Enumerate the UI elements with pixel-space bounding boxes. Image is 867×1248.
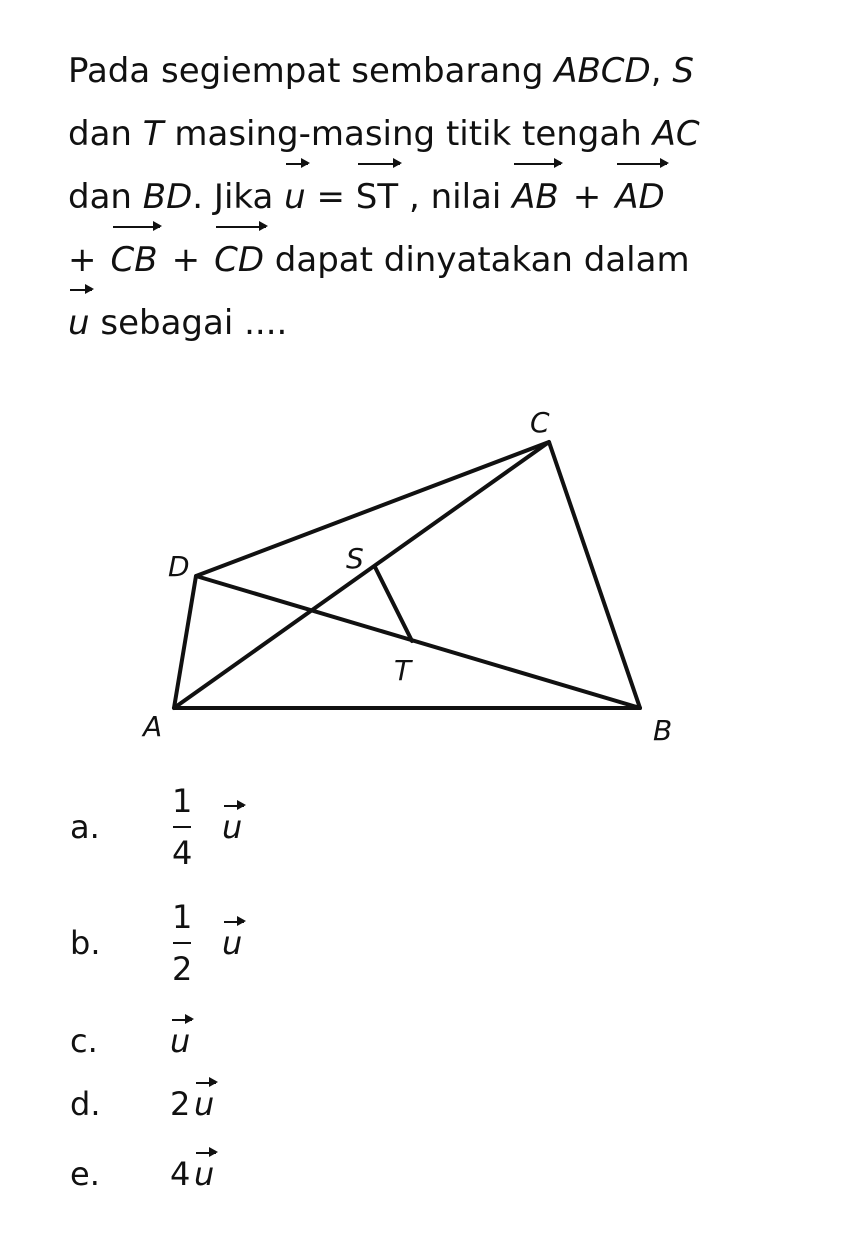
question-line-4: + CB + CD dapat dinyatakan dalam — [68, 229, 798, 292]
option-d-vector-u: u — [194, 1085, 215, 1123]
question-line-2: dan T masing-masing titik tengah AC — [68, 114, 700, 154]
vector-cd: CD — [214, 229, 264, 292]
vector-st: ST — [356, 166, 398, 229]
label-s: S — [346, 542, 364, 575]
quadrilateral-figure — [0, 390, 867, 750]
option-b-letter: b. — [70, 924, 101, 962]
vector-ad: AD — [615, 166, 664, 229]
vector-ab: AB — [512, 166, 559, 229]
vector-cb: CB — [111, 229, 158, 292]
option-d-coef: 2 — [170, 1085, 191, 1123]
option-a-letter: a. — [70, 808, 100, 846]
label-a: A — [143, 710, 163, 743]
question-line-1: Pada segiempat sembarang ABCD, S — [68, 51, 694, 91]
quad-name: ABCD — [554, 51, 651, 91]
question-text — [68, 40, 798, 355]
option-e[interactable] — [70, 1155, 320, 1205]
option-e-coef: 4 — [170, 1155, 191, 1193]
point-s-name: S — [672, 51, 694, 91]
option-d[interactable] — [70, 1085, 320, 1135]
option-a[interactable] — [70, 782, 320, 884]
option-b-fraction: 1 2 — [172, 898, 193, 988]
vector-u: u — [284, 166, 306, 229]
label-t: T — [394, 654, 412, 687]
option-b-vector-u: u — [222, 924, 243, 962]
question-line-3: dan BD. Jika u = ST , nilai AB + AD — [68, 166, 798, 229]
label-b: B — [653, 714, 673, 747]
option-e-letter: e. — [70, 1155, 100, 1193]
option-a-vector-u: u — [222, 808, 243, 846]
option-d-letter: d. — [70, 1085, 101, 1123]
point-t-name: T — [142, 114, 164, 154]
option-c[interactable] — [70, 1022, 320, 1072]
diagonal-bd — [196, 576, 640, 708]
option-c-vector-u: u — [170, 1022, 191, 1060]
segment-bd-name: BD — [142, 177, 193, 217]
option-e-vector-u: u — [194, 1155, 215, 1193]
question-line-5: u sebagai .... — [68, 292, 798, 355]
diagonal-ac — [174, 442, 549, 708]
vector-u-2: u — [68, 292, 90, 355]
label-d: D — [168, 550, 190, 583]
option-c-letter: c. — [70, 1022, 98, 1060]
label-c: C — [530, 406, 550, 439]
segment-ac-name: AC — [652, 114, 700, 154]
option-a-fraction: 1 4 — [172, 782, 193, 872]
option-b[interactable] — [70, 898, 320, 1000]
